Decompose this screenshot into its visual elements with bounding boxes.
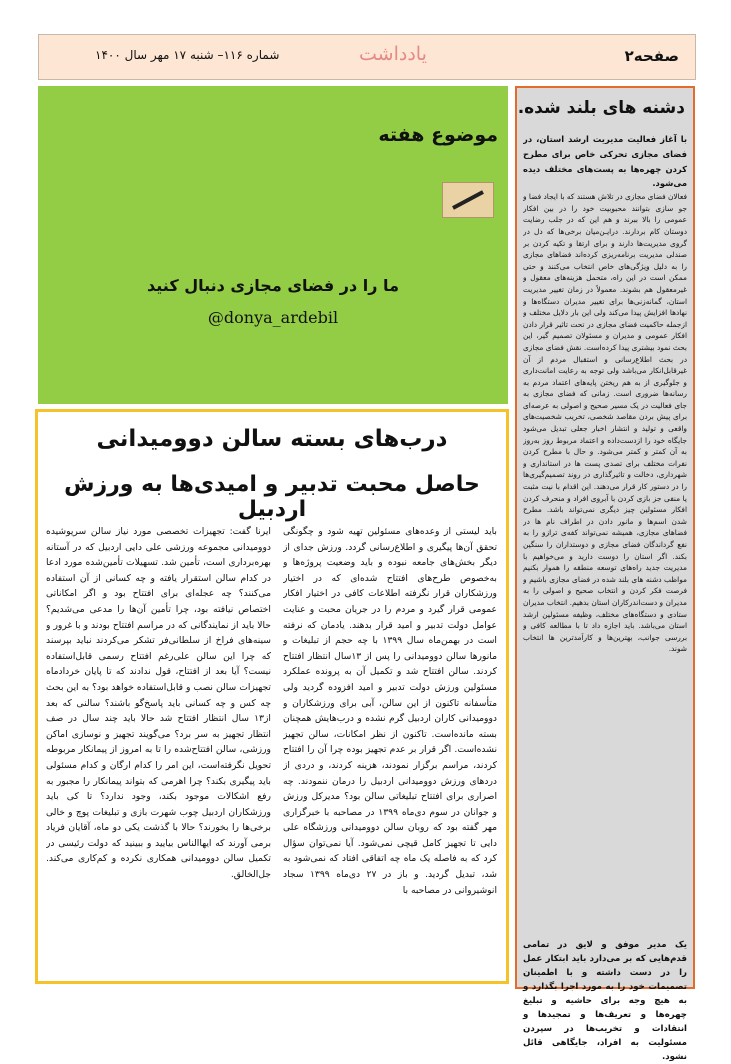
page-header: [38, 34, 696, 80]
weekly-topic-title: موضوع هفته: [378, 124, 498, 146]
sidebar-title: دشنه های بلند شده.: [517, 98, 685, 118]
sidebar-text: [523, 132, 687, 936]
sidebar-editorial: [515, 86, 695, 1062]
follow-us-text: ما را در فضای مجازی دنبال کنید: [147, 276, 399, 295]
article-headline: درب‌های بسته سالن دوومیدانی: [96, 426, 448, 452]
social-handle: @donya_ardebil: [207, 308, 339, 327]
article-subheadline: حاصل محبت تدبیر و امیدی‌ها به ورزش اردبیل: [64, 472, 480, 522]
sidebar-closing: یک مدیر موفق و لایق در تمامی قدم‌هایی که بر می‌دارد باید ابتکار عمل را در دست داشته و با اطمینان تصمیمات خود را به مورد اجرا بگذارد و به هیچ وجه برای حاشیه و تبلیغ چهره‌ها و تعریف‌ها و تمجیدها و انتقادات و تخریب‌ها در سپردن مسئولیت به افراد، جایگاهی قائل نشود.: [523, 940, 687, 1062]
writing-pen-icon: [442, 182, 494, 218]
section-title: یادداشت: [359, 43, 427, 65]
article-column-left: ایرنا گفت: تجهیزات تخصصی مورد نیاز سالن سرپوشیده دوومیدانی مجموعه ورزشی علی دایی اردبیل که در آستانه بهره‌برداری است، تأمین شد. تسهیلات تأمین‌شده مورد ادعا در کدام سالن استقرار یافته و چه کسانی از آن استفاده می‌کنند؟ چه عجله‌ای برای افتتاح بود و اگر امکاناتی اختصاص نیافته بود، چرا تأمین آن‌ها را مدعی می‌شدیم؟ حالا باید از نمایندگانی که در مراسم افتتاح بودند و با غرور و سینه‌های فراخ از سلطانی‌فر تشکر می‌کردند نباید بپرسند که چرا این سالن علی‌رغم افتتاح رسمی قابل‌استفاده نیست؟ آیا بعد از افتتاح، قول ندادند که تا پایان خرداد‌ماه تجهیزات سالن نصب و قابل‌استفاده خواهد بود؟ به این بحث چه کس و چه کسانی باید پاسخ‌گو باشند؟ سالنی که بعد از۱۳ سال انتظار افتتاح شد حالا باید چند سال در صف انتظار تجهیز به سر برد؟ می‌گویند تجهیز و نوسازی اماکن ورزشی، سالن افتتاح‌شده را تا به امروز از پیمانکار مربوطه تحویل نگرفته‌است، این امر را کدام ارگان و کدام مسئولی باید پیگیری بکند؟ چرا اهرمی که بتواند پیمانکار را مجبور به رفع اشکالات موجود بکند، وجود ندارد؟ تا کی باید ورزشکاران اردبیل چوب شهرت بازی و تبلیغات پوچ و خالی برخی‌ها را بخورند؟ حالا با گذشت یکی دو ماه، آقایان فریاد برمی آورند که ایها‌الناس بیایید و ببینید که دولت رئیسی در تکمیل سالن دوومیدانی همکاری نکرده و کم‌کاری می‌کند. جل‌الخالق.: [46, 526, 271, 881]
main-article: [35, 409, 509, 984]
sidebar-body: فعالان فضای مجازی در تلاش هستند که با ایجاد فضا و جو سازی بتوانند محبوبیت خود را در بین افکار عمومی را بالا ببرند و هم این که در جلب رضایت دوستان کام بردارند. درایـن‌میان برخی‌ها که دل در گروی مدیریت‌ها دارند و برای ارتقا و تکیه کردن بر صندلی مدیریت برنامه‌ریزی کرده‌اند فضاهای مجازی را به دلیل ویژگی‌های خاص انتخاب می‌کنند و حتی ممکن است در این راه، متحمل هزینه‌های معقول و غیرمعقول هم بشوند. معمولاً در زمان تغییر مدیریت استان، گمانه‌زنی‌ها برای تغییر مدیران دستگاه‌ها و نهادها افزایش پیدا می‌کند ولی این بار دلایل مختلف و ازجمله حاکمیت فضای مجازی در تحت تاثیر قرار دادن افکار عمومی و مدیران و مسئولان تصمیم گیر، این بحث نمود بیشتری پیدا کرده‌است. نقش فضای مجازی در بحث اطلاع‌رسانی و استقبال مردم از آن غیرقابل‌انکار می‌باشد ولی توجه به رعایت امانت‌داری و جلوگیری از به هم ریختن پایه‌های اعتماد مردم به رسانه‌ها ضروری است. زمانی که فضای مجازی به جای فعالیت در یک مسیر صحیح و اصولی به عرصه‌ای برای پیش بردن مقاصد شخصی، تخریب شخصیت‌های واقعی و تولید و انتشار اخبار جعلی تبدیل می‌شود جایگاه خود را ازدست‌داده و اعتماد مربوط روز به‌روز به آن کمتر و کمتر می‌شود. و حال با مطرح کردن نفرات مختلف برای تصدی پست ها در استانداری و شهرداری، دخالت و تاثیرگذاری در روند تصمیم‌گیری‌ها را در دستور کار قرار می‌دهند. این اقدام با نیت مثبت یا منفی جز بازی کردن با آبروی افراد و منحرف کردن افکار مسئولین چیز دیگری نمی‌تواند باشد. مطرح شدن اسم‌ها و مانور دادن در اطراف نام ها در فضاهای مجازی، همیشه نمی‌تواند کفه‌ی ترازو را به نفع گرداندگان فضای مجازی و دوستداران را سنگین بکند. اگر استان را دوست دارید و می‌خواهیم با مدیریت جدید راه‌های توسعه منطقه را هموار بکنیم مواظب دشنه های بلند شده در فضای مجازی باشیم و فرصت فکر کردن و انتخاب صحیح و اصولی را به مدیران و دست‌اندرکاران استان بدهیم. انتخاب مدیران ستادی و دستگاه‌های مختلف، وظیفه مسئولین ارشد استان می‌باشد. باید اجازه داد تا با مطالعه کافی و بررسی جوانب، بهترین‌ها و کاراَمدترین ها انتخاب شوند.: [523, 192, 687, 654]
article-column-right: باید لیستی از وعده‌های مسئولین تهیه شود و چگونگی تحقق آن‌ها پیگیری و اطلاع‌رسانی گردد. ورزش جدای از دیگر بخش‌های جامعه نبوده و باید وضعیت پروژه‌ها و به‌خصوص طرح‌های افتتاح شده‌ای که در اختیار ورزشکاران قرار نگرفته اطلاعات کافی در اختیار افکار عمومی قرار گیرد و مردم را در جریان محبت و عنایت عوامل دولت تدبیر و امید قرار بدهند. یادمان که نرفته است در بهمن‌ماه سال ۱۳۹۹ با چه حجم از تبلیغات و مانورها سالن دوومیدانی را پس از ۱۳سال انتظار افتتاح کردند. سالن افتتاح شد و تکمیل آن به پرونده عملکرد مسئولین ورزش دولت تدبیر و امید افزوده گردید ولی متأسفانه تاکنون از این سالن، آبی برای ورزشکاران و دوومیدانی کاران اردبیل گرم نشده و درب‌هایش همچنان بسته مانده‌است. تاکنون از نظر امکانات، سالن تجهیز نشده‌است. اگر قرار بر عدم تجهیز بوده چرا آن را افتتاح کردند، مراسم برگزار نمودند، هزینه کردند، و دردی از دردهای ورزش دوومیدانی اردبیل را درمان ننمودند. چه اصراری برای افتتاح تبلیغاتی سالن بود؟ مدیرکل ورزش و جوانان در سوم دی‌ماه ۱۳۹۹ در مصاحبه با خبرگزاری مهر گفته بود که روبان سالن دوومیدانی ورزشگاه علی دایی تا تجهیز کامل قیچی نمی‌شود. آیا نمی‌توان سؤال کرد که به فاصله یک ماه چه اتفاقی افتاد که نمی‌شود به شد، تبدیل گردید. و باز در ۲۷ دی‌ماه ۱۳۹۹ سجاد انوشیروانی در مصاحبه با: [283, 526, 497, 896]
page-number: صفحه۲: [624, 47, 679, 65]
issue-info: شماره ۱۱۶– شنبه ۱۷ مهر سال ۱۴۰۰: [95, 48, 280, 62]
weekly-topic-box: [38, 86, 508, 404]
sidebar-lead: با آغاز فعالیت مدیریت ارشد استان، در فضای مجازی تحرکی خاص برای مطرح کردن چهره‌ها به پست‌های مختلف دیده می‌شود.: [523, 134, 687, 189]
